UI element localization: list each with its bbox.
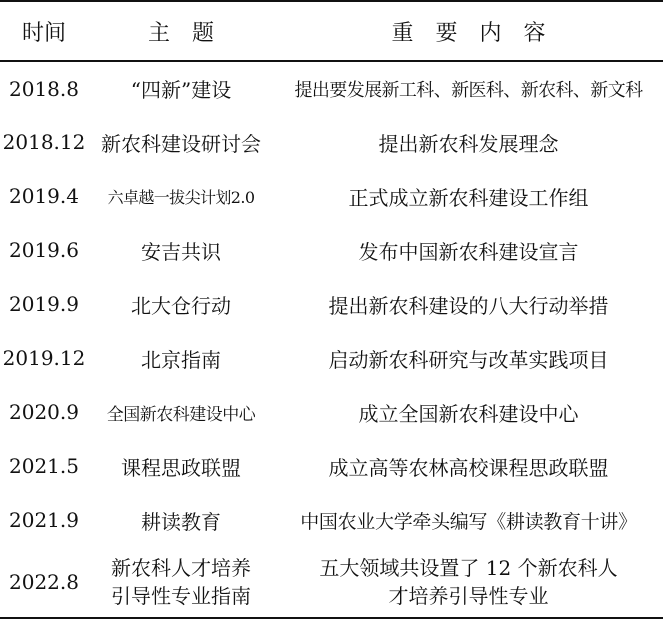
row-topic: 全国新农科建设中心: [106, 404, 256, 425]
table-row: [0, 115, 663, 169]
row-date: 2019.12: [2, 346, 86, 370]
row-topic: 新农科建设研讨会: [101, 131, 261, 156]
row-content: 启动新农科研究与改革实践项目: [328, 347, 609, 372]
row-topic: 六卓越一拔尖计划2.0: [107, 187, 255, 207]
table-row: [0, 493, 663, 547]
header-content: 重 要 内 容: [391, 20, 546, 46]
row-date: 2021.9: [9, 508, 79, 532]
row-date: 2022.8: [9, 570, 79, 594]
row-date: 2021.5: [9, 454, 79, 478]
table-row: [0, 547, 663, 617]
row-content: 提出新农科发展理念: [378, 131, 559, 156]
table-row: [0, 62, 663, 115]
row-topic: 耕读教育: [141, 509, 221, 534]
table-bottom-rule: [0, 617, 663, 619]
row-content: 成立高等农林高校课程思政联盟: [328, 455, 609, 480]
row-date: 2020.9: [9, 400, 79, 424]
row-date: 2018.12: [2, 130, 86, 154]
row-topic: 课程思政联盟: [121, 455, 241, 480]
header-time: 时间: [21, 20, 66, 46]
row-date: 2019.9: [9, 292, 79, 316]
row-content-line: 才培养引导性专业: [388, 584, 549, 608]
row-topic: “四新”建设: [130, 78, 232, 102]
row-content: 成立全国新农科建设中心: [358, 401, 579, 426]
table-row: [0, 385, 663, 439]
row-content: 正式成立新农科建设工作组: [348, 185, 589, 210]
row-content: 发布中国新农科建设宣言: [358, 239, 579, 264]
header-topic: 主 题: [147, 20, 214, 46]
row-topic: 安吉共识: [141, 239, 221, 264]
table-row: [0, 169, 663, 223]
row-content: [274, 547, 663, 617]
row-content: 提出新农科建设的八大行动举措: [328, 293, 609, 318]
row-date: 2019.4: [9, 184, 79, 208]
row-date: 2019.6: [9, 238, 79, 262]
table-row: [0, 223, 663, 277]
row-topic-line: 新农科人才培养: [111, 556, 251, 580]
table-row: [0, 439, 663, 493]
row-topic-line: 引导性专业指南: [111, 584, 251, 608]
row-date: 2018.8: [9, 76, 79, 101]
row-content: 中国农业大学牵头编写《耕读教育十讲》: [300, 510, 637, 533]
row-topic: 北大仓行动: [131, 293, 231, 318]
row-content: 提出要发展新工科、新医科、新农科、新文科: [294, 79, 643, 101]
row-topic: 北京指南: [141, 347, 221, 372]
row-topic: [88, 547, 274, 617]
table-row: [0, 331, 663, 385]
row-content-line: 五大领域共设置了 12 个新农科人: [319, 556, 618, 580]
table-row: [0, 277, 663, 331]
